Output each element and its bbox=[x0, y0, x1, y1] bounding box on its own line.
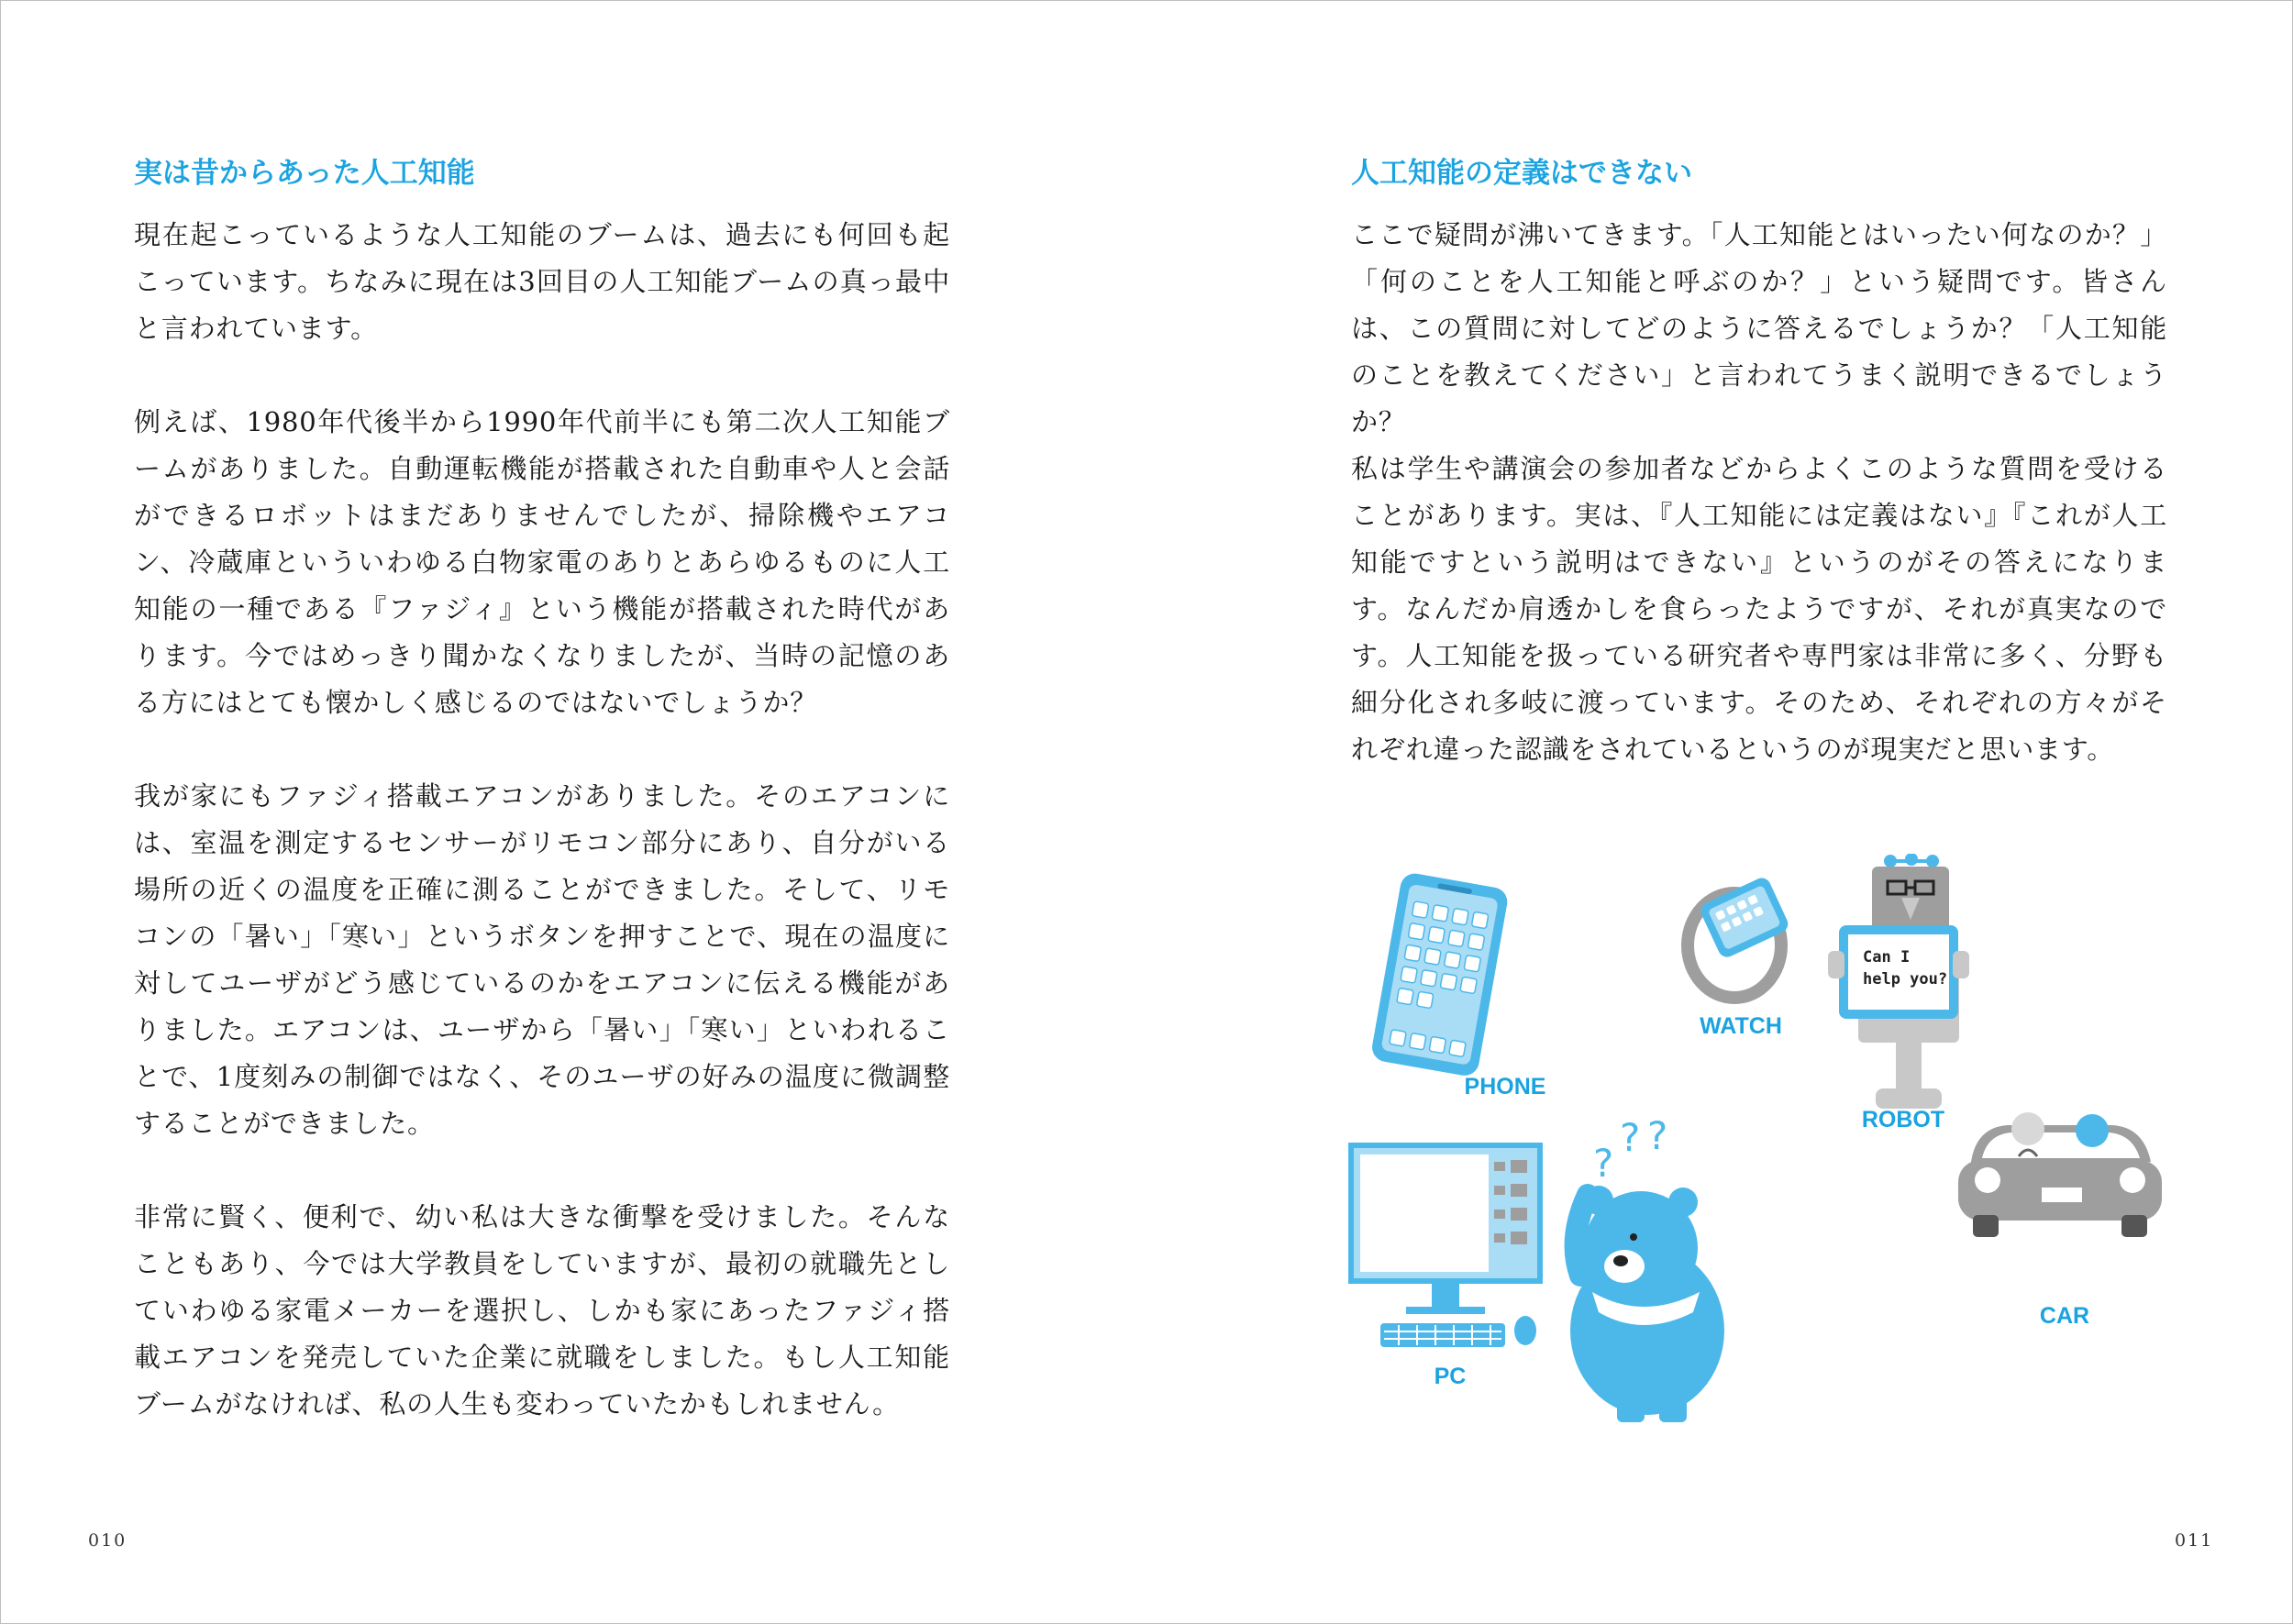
watch-icon bbox=[1681, 875, 1791, 1039]
label-watch: WATCH bbox=[1700, 1013, 1782, 1039]
phone-icon bbox=[1370, 871, 1546, 1099]
robot-speech-line-2: help you? bbox=[1863, 970, 1948, 989]
left-paragraph-3: 我が家にもファジィ搭載エアコンがありました。そのエアコンには、室温を測定するセンサーがリモコン部分にあり、自分がいる場所の近くの温度を正確に測ることができました。そして、リモコンの「暑い」「寒い」というボタンを押すことで、現在の温度に対してユーザがどう感じているのかをエアコンに伝える機能がありました。エアコンは、ユーザから「暑い」「寒い」といわれることで、1度刻みの制御ではなく、そのユーザの好みの温度に微調整することができました。 bbox=[134, 780, 950, 1139]
label-pc: PC bbox=[1434, 1364, 1467, 1389]
label-phone: PHONE bbox=[1464, 1074, 1546, 1099]
label-robot: ROBOT bbox=[1861, 1107, 1945, 1132]
robot-icon bbox=[1828, 854, 1969, 1132]
right-paragraph-2: 私は学生や講演会の参加者などからよくこのような質問を受けることがあります。実は、『人工知能には定義はない』『これが人工知能ですという説明はできない』というのがその答えになります。なんだか肩透かしを食らったようですが、それが真実なのです。人工知能を扱っている研究者や専門家は非常に多く、分野も細分化され多岐に渡っています。そのため、それぞれの方々がそれぞれ違った認識をされているというのが現実だと思います。 bbox=[1351, 453, 2167, 765]
question-mark-3: ? bbox=[1647, 1113, 1668, 1158]
page-number-left: 010 bbox=[88, 1530, 127, 1551]
ai-devices-illustration bbox=[1340, 854, 2184, 1422]
robot-speech-line-1: Can I bbox=[1863, 948, 1911, 967]
bear-icon bbox=[1570, 1113, 1724, 1422]
left-page-heading: 実は昔からあった人工知能 bbox=[134, 157, 475, 190]
car-icon bbox=[1958, 1112, 2162, 1329]
right-paragraph-1: ここで疑問が沸いてきます。「人工知能とはいったい何なのか？」「何のことを人工知能と呼ぶのか？」という疑問です。皆さんは、この質問に対してどのように答えるでしょうか？「人工知能のことを教えてください」と言われてうまく説明できるでしょうか？ bbox=[1351, 219, 2167, 437]
right-page-heading: 人工知能の定義はできない bbox=[1351, 157, 1692, 190]
question-mark-2: ? bbox=[1620, 1115, 1641, 1160]
pc-icon bbox=[1351, 1145, 1540, 1389]
question-mark-1: ? bbox=[1593, 1141, 1614, 1186]
left-paragraph-1: 現在起こっているような人工知能のブームは、過去にも何回も起こっています。ちなみに現在は3回目の人工知能ブームの真っ最中と言われています。 bbox=[134, 219, 950, 344]
left-paragraph-4: 非常に賢く、便利で、幼い私は大きな衝撃を受けました。そんなこともあり、今では大学教員をしていますが、最初の就職先としていわゆる家電メーカーを選択し、しかも家にあったファジィ搭載エアコンを発売していた企業に就職をしました。もし人工知能ブームがなければ、私の人生も変わっていたかもしれません。 bbox=[134, 1201, 950, 1420]
page-number-right: 011 bbox=[2175, 1530, 2214, 1551]
label-car: CAR bbox=[2039, 1303, 2090, 1329]
left-paragraph-2: 例えば、1980年代後半から1990年代前半にも第二次人工知能ブームがありました。自動運転機能が搭載された自動車や人と会話ができるロボットはまだありませんでしたが、掃除機やエアコン、冷蔵庫といういわゆる白物家電のありとあらゆるものに人工知能の一種である『ファジィ』という機能が搭載された時代があります。今ではめっきり聞かなくなりましたが、当時の記憶のある方にはとても懐かしく感じるのではないでしょうか？ bbox=[134, 406, 950, 718]
